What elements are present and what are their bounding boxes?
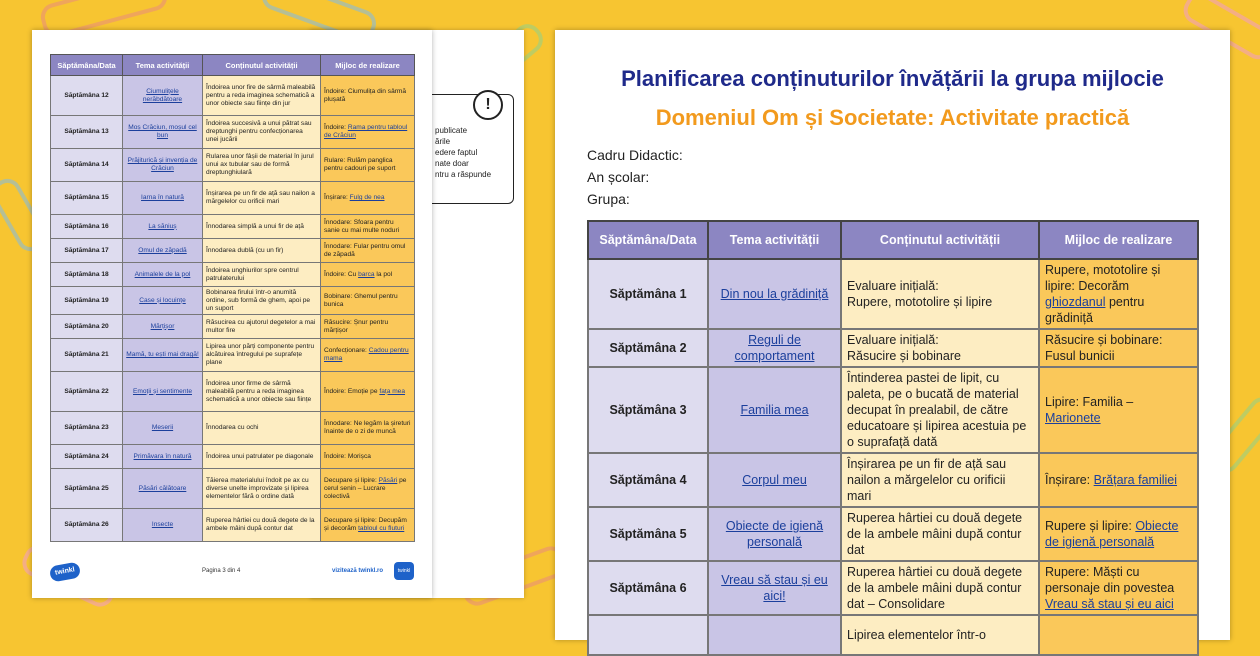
- means-cell: [321, 76, 415, 116]
- means-cell: [321, 339, 415, 372]
- means-cell: [1039, 561, 1198, 615]
- header-week: Săptămâna/Data: [588, 221, 708, 259]
- content-cell: Tăierea materialului îndoit pe ax cu diverse unelte improvizate și lipirea elementelor fără o ordine dată: [203, 469, 321, 509]
- means-text: Decupare și lipire: Decupăm și decorăm: [324, 517, 407, 532]
- theme-link[interactable]: La săniuș: [123, 215, 203, 239]
- means-text: Înnodare:: [324, 420, 354, 427]
- means-suffix: pentru grădiniță: [1045, 295, 1145, 325]
- week-cell: Săptămâna 16: [51, 215, 123, 239]
- table-row: [588, 615, 1198, 655]
- theme-link[interactable]: Omul de zăpadă: [123, 239, 203, 263]
- preview-plan-table: [50, 54, 415, 542]
- means-cell: [321, 315, 415, 339]
- week-cell: Săptămâna 2: [588, 329, 708, 367]
- means-cell: [321, 412, 415, 445]
- theme-link[interactable]: Ciumulițele nerăbdătoare: [123, 76, 203, 116]
- means-text: Ciumulița din sârmă plușată: [324, 87, 407, 103]
- content-cell: Ruperea hârtiei cu două degete de la ambele mâini după contur dat – Consolidare: [841, 561, 1039, 615]
- means-cell: [321, 445, 415, 469]
- theme-link[interactable]: Reguli de comportament: [708, 329, 841, 367]
- main-page: [555, 30, 1230, 640]
- page-number: Pagina 3 din 4: [202, 568, 241, 574]
- header-theme: Tema activității: [708, 221, 841, 259]
- means-cell: [321, 372, 415, 412]
- content-cell: Înnodarea dublă (cu un fir): [203, 239, 321, 263]
- means-text: Lipire: Familia –: [1045, 395, 1134, 409]
- page-title: Planificarea conținuturilor învățării la grupa mijlocie: [621, 66, 1164, 91]
- means-cell: [1039, 615, 1198, 655]
- warning-note: [420, 94, 514, 204]
- content-cell: Înnodarea simplă a unui fir de ață: [203, 215, 321, 239]
- week-cell: Săptămâna 1: [588, 259, 708, 329]
- means-link[interactable]: Obiecte de igienă personală: [1045, 519, 1179, 549]
- twinkl-logo: twinkl: [49, 562, 81, 583]
- header-week: Săptămâna/Data: [51, 55, 123, 76]
- means-text: Ne legăm la șireturi înainte de o zi de muncă: [324, 420, 411, 435]
- table-row: [51, 182, 415, 215]
- week-cell: Săptămâna 15: [51, 182, 123, 215]
- means-cell: [1039, 367, 1198, 453]
- week-cell: Săptămâna 5: [588, 507, 708, 561]
- table-row: [51, 287, 415, 315]
- means-text: Șnur pentru mărțișor: [324, 318, 389, 334]
- page-subtitle: Domeniul Om și Societate: Activitate practică: [655, 105, 1130, 130]
- table-row: [588, 453, 1198, 507]
- means-link[interactable]: Vreau să stau și eu aici: [1045, 597, 1174, 611]
- means-link[interactable]: Brățara familiei: [1093, 473, 1178, 487]
- header-means: Mijloc de realizare: [1039, 221, 1198, 259]
- header-theme: Tema activității: [123, 55, 203, 76]
- means-link[interactable]: Păsări: [378, 476, 398, 484]
- means-suffix: la pol: [374, 270, 393, 278]
- means-text: Confecționare:: [324, 347, 369, 354]
- means-cell: [321, 263, 415, 287]
- table-row: [51, 412, 415, 445]
- means-text: Fular pentru omul de zăpadă: [324, 242, 406, 258]
- teacher-field: Cadru Didactic:: [587, 147, 683, 163]
- theme-link[interactable]: Moș Crăciun, moșul cel bun: [123, 116, 203, 149]
- means-cell: [1039, 329, 1198, 367]
- table-row: [51, 215, 415, 239]
- theme-link[interactable]: Animalele de la pol: [123, 263, 203, 287]
- content-cell: Lipirea unor părți componente pentru alcătuirea întregului pe suprafețe plane: [203, 339, 321, 372]
- theme-link[interactable]: Din nou la grădiniță: [708, 259, 841, 329]
- means-link[interactable]: Rama pentru tabloul de Crăciun: [324, 124, 408, 139]
- table-row: [588, 329, 1198, 367]
- table-row: [51, 116, 415, 149]
- week-cell: [588, 615, 708, 655]
- means-cell: [321, 287, 415, 315]
- content-cell: Îndoirea succesivă a unui pătrat sau dreptunghi pentru confecționarea unei jucării: [203, 116, 321, 149]
- table-row: [588, 561, 1198, 615]
- means-text: Rupere și lipire:: [1045, 519, 1136, 533]
- theme-link[interactable]: Corpul meu: [708, 453, 841, 507]
- warning-icon: !: [473, 90, 503, 120]
- means-text: Rupere: Măști cu personaje din povestea: [1045, 565, 1175, 595]
- means-text: Rulare:: [324, 157, 348, 164]
- week-cell: Săptămâna 17: [51, 239, 123, 263]
- means-text: Sfoara pentru sanie cu mai multe noduri: [324, 218, 400, 234]
- week-cell: Săptămâna 3: [588, 367, 708, 453]
- means-link[interactable]: tabloul cu fluturi: [358, 525, 405, 532]
- week-cell: Săptămâna 22: [51, 372, 123, 412]
- header-content: Conținutul activității: [841, 221, 1039, 259]
- means-text: Ghemul pentru bunica: [324, 292, 398, 308]
- content-cell: Înșirarea pe un fir de ață sau nailon a mărgelelor cu orificii mari: [203, 182, 321, 215]
- week-cell: Săptămâna 18: [51, 263, 123, 287]
- means-text: Răsucire și bobinare: Fusul bunicii: [1045, 333, 1163, 363]
- table-row: [588, 507, 1198, 561]
- table-row: [51, 315, 415, 339]
- means-link[interactable]: Cadou pentru mama: [324, 347, 409, 362]
- school-year-field: An școlar:: [587, 169, 650, 185]
- means-cell: [321, 182, 415, 215]
- means-text: Îndoire: Emoție pe: [324, 387, 380, 395]
- means-link[interactable]: fața mea: [379, 387, 406, 395]
- table-row: [588, 259, 1198, 329]
- table-row: [51, 372, 415, 412]
- theme-link[interactable]: Meserii: [123, 412, 203, 445]
- table-row: [51, 149, 415, 182]
- means-cell: [321, 469, 415, 509]
- means-text: Morișca: [347, 452, 371, 460]
- content-cell: Îndoirea unor fire de sârmă maleabilă pentru a reda imaginea schematică a unor obiecte sau ființe din jur: [203, 76, 321, 116]
- week-cell: Săptămâna 4: [588, 453, 708, 507]
- means-text: Rupere, mototolire și lipire: Decorăm: [1045, 263, 1161, 293]
- group-field: Grupa:: [587, 191, 630, 207]
- means-link[interactable]: Fulg de nea: [349, 194, 385, 201]
- content-cell: Ruperea hârtiei cu două degete de la ambele mâini după contur dat: [203, 509, 321, 542]
- theme-link[interactable]: Păsări călătoare: [123, 469, 203, 509]
- theme-link[interactable]: Primăvara în natură: [123, 445, 203, 469]
- week-cell: Săptămâna 26: [51, 509, 123, 542]
- table-row: [51, 445, 415, 469]
- header-content: Conținutul activității: [203, 55, 321, 76]
- means-cell: [1039, 453, 1198, 507]
- theme-link[interactable]: Prăjiturică și invenția de Crăciun: [123, 149, 203, 182]
- content-cell: Îndoirea unui patrulater pe diagonale: [203, 445, 321, 469]
- means-text: Înșirare:: [1045, 473, 1094, 487]
- means-text: Bobinare:: [324, 292, 355, 300]
- means-cell: [1039, 259, 1198, 329]
- plan-table: [587, 220, 1199, 656]
- means-suffix: pe cerul senin – Lucrare colectivă: [324, 476, 407, 500]
- means-text: Decupare și lipire:: [324, 476, 379, 484]
- site-link[interactable]: vizitează twinkl.ro: [332, 568, 384, 574]
- table-row: [51, 469, 415, 509]
- theme-link[interactable]: Mamă, tu ești mai dragă!: [123, 339, 203, 372]
- means-link[interactable]: Marionete: [1045, 411, 1101, 425]
- theme-link[interactable]: Case și locuințe: [123, 287, 203, 315]
- means-cell: [1039, 507, 1198, 561]
- content-cell: Ruperea hârtiei cu două degete de la ambele mâini după contur dat: [841, 507, 1039, 561]
- table-row: [588, 367, 1198, 453]
- theme-link[interactable]: Vreau să stau și eu aici!: [708, 561, 841, 615]
- twinkl-badge: twinkl: [394, 562, 414, 580]
- table-row: [51, 509, 415, 542]
- week-cell: Săptămâna 25: [51, 469, 123, 509]
- means-cell: [321, 215, 415, 239]
- week-cell: Săptămâna 12: [51, 76, 123, 116]
- means-text: Rulăm panglica pentru cadouri pe suport: [324, 157, 396, 172]
- means-link[interactable]: ghiozdanul: [1045, 295, 1106, 309]
- week-cell: Săptămâna 21: [51, 339, 123, 372]
- content-cell: Întinderea pastei de lipit, cu paleta, pe o bucată de material decupat în prealabil, de către educatoare și lipirea acestuia pe o suprafață dată: [841, 367, 1039, 453]
- page-footer: [32, 558, 432, 588]
- means-text: Îndoire:: [324, 124, 348, 131]
- means-text: Înșirare:: [324, 194, 350, 201]
- theme-link[interactable]: Mărțișor: [123, 315, 203, 339]
- preview-page-3: [32, 30, 432, 598]
- content-cell: Evaluare inițială: Răsucire și bobinare: [841, 329, 1039, 367]
- means-cell: [321, 149, 415, 182]
- theme-link[interactable]: Obiecte de igienă personală: [708, 507, 841, 561]
- week-cell: Săptămâna 14: [51, 149, 123, 182]
- content-cell: Rularea unor fâșii de material în jurul unui ax tubular sau de formă dreptunghiulară: [203, 149, 321, 182]
- week-cell: Săptămâna 19: [51, 287, 123, 315]
- theme-link[interactable]: Familia mea: [708, 367, 841, 453]
- means-text: Îndoire:: [324, 452, 348, 460]
- means-text: Înnodare:: [324, 242, 354, 250]
- plan-table-header: [588, 221, 1198, 259]
- means-text: Îndoire: Cu: [324, 270, 359, 278]
- preview-table-header: [51, 55, 415, 76]
- week-cell: Săptămâna 23: [51, 412, 123, 445]
- content-cell: Lipirea elementelor într-o: [841, 615, 1039, 655]
- means-text: Îndoire:: [324, 87, 348, 95]
- means-cell: [321, 239, 415, 263]
- week-cell: Săptămâna 24: [51, 445, 123, 469]
- means-text: Înnodare:: [324, 218, 354, 226]
- content-cell: Evaluare inițială: Rupere, mototolire și lipire: [841, 259, 1039, 329]
- content-cell: Îndoirea unghiurilor spre centrul patrulaterului: [203, 263, 321, 287]
- table-row: [51, 76, 415, 116]
- content-cell: Răsucirea cu ajutorul degetelor a mai multor fire: [203, 315, 321, 339]
- table-row: [51, 263, 415, 287]
- content-cell: Înșirarea pe un fir de ață sau nailon a mărgelelor cu orificii mari: [841, 453, 1039, 507]
- header-means: Mijloc de realizare: [321, 55, 415, 76]
- theme-link[interactable]: Insecte: [123, 509, 203, 542]
- content-cell: Înnodarea cu ochi: [203, 412, 321, 445]
- means-cell: [321, 509, 415, 542]
- table-row: [51, 239, 415, 263]
- theme-link[interactable]: Iarna în natură: [123, 182, 203, 215]
- content-cell: Bobinarea firului într-o anumită ordine, sub formă de ghem, apoi pe un suport: [203, 287, 321, 315]
- warning-note-text: publicate ările edere faptul nate doar ntru a răspunde: [435, 126, 492, 179]
- content-cell: Îndoirea unor firme de sârmă maleabilă pentru a reda imaginea schematică a unor obiecte sau ființe: [203, 372, 321, 412]
- means-text: Răsucire:: [324, 318, 354, 326]
- week-cell: Săptămâna 20: [51, 315, 123, 339]
- means-link[interactable]: barca: [358, 270, 375, 278]
- means-cell: [321, 116, 415, 149]
- week-cell: Săptămâna 13: [51, 116, 123, 149]
- theme-link[interactable]: [708, 615, 841, 655]
- theme-link[interactable]: Emoții și sentimente: [123, 372, 203, 412]
- table-row: [51, 339, 415, 372]
- week-cell: Săptămâna 6: [588, 561, 708, 615]
